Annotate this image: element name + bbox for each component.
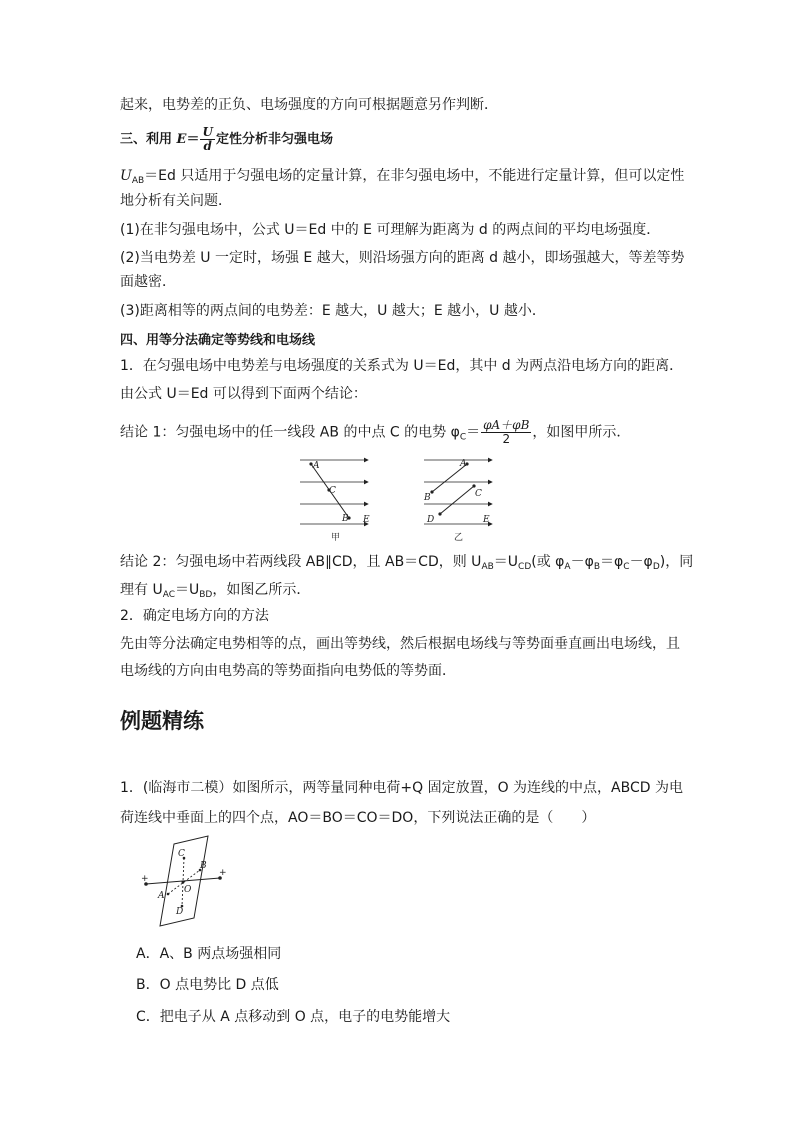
conclusion-1 <box>120 419 630 448</box>
point-B <box>430 490 433 493</box>
question-figure <box>140 832 225 930</box>
list-item: (1)在非匀强电场中，公式 U＝Ed 中的 E 可理解为距离为 d 的两点间的平均电场强度． <box>120 222 661 238</box>
conclusion-text: ，如图乙所示． <box>212 582 311 598</box>
paragraph-text: 1．在匀强电场中电势差与电场强度的关系式为 U＝Ed，其中 d 为两点沿电场方向的距离． <box>120 358 684 374</box>
plus-sign-right: + <box>219 868 227 878</box>
figure-yi <box>420 452 502 544</box>
conclusion-text: －φ <box>570 554 594 570</box>
conclusion-2-cont <box>120 580 310 605</box>
conclusion-text: 理有 U <box>120 582 163 598</box>
label-E: E <box>483 515 490 525</box>
label-C: C <box>329 486 336 496</box>
plus-sign-left: + <box>141 874 149 884</box>
subscript: C <box>459 432 467 443</box>
label-C: C <box>475 489 482 499</box>
fraction-U-over-d <box>200 126 214 153</box>
fraction-phi-average <box>481 419 531 446</box>
point-D <box>438 512 441 515</box>
section-heading-3 <box>120 126 333 153</box>
label-A: A <box>158 891 165 901</box>
subscript: A <box>564 562 571 572</box>
point-O <box>182 881 185 884</box>
equals-sign: ＝ <box>466 424 481 441</box>
caption-jia: 甲 <box>331 533 341 543</box>
conclusion-2 <box>120 552 693 577</box>
paragraph-text: 由公式 U＝Ed 可以得到下面两个结论： <box>120 386 367 402</box>
symbol-E: E <box>176 132 187 147</box>
conclusion-text: ，如图甲所示． <box>532 424 631 441</box>
subscript: B <box>593 562 601 572</box>
question-text: 荷连线中垂面上的四个点，AO＝BO＝CO＝DO，下列说法正确的是（ ） <box>120 810 596 826</box>
conclusion-text: 结论 1：匀强电场中的任一线段 AB 的中点 C 的电势 φ <box>120 424 460 441</box>
equals-sign: ＝ <box>186 132 200 147</box>
heading-text: 定性分析非匀强电场 <box>215 132 333 147</box>
point-C <box>472 484 475 487</box>
heading-text: 三、利用 <box>120 132 177 147</box>
caption-yi: 乙 <box>454 533 464 543</box>
label-E: E <box>363 515 370 525</box>
label-A: A <box>460 459 467 469</box>
point-A <box>167 893 170 896</box>
conclusion-text: －φ <box>629 554 653 570</box>
label-B: B <box>342 514 349 524</box>
label-D: D <box>427 515 435 525</box>
paragraph-text: 2．确定电场方向的方法 <box>120 608 269 624</box>
conclusion-text: 结论 2：匀强电场中若两线段 AB∥CD，且 AB＝CD，则 U <box>120 554 482 570</box>
list-item: 面越密． <box>120 274 176 290</box>
segment-CD <box>440 486 474 514</box>
conclusion-text: ＝U <box>175 582 200 598</box>
label-C: C <box>178 849 185 859</box>
subscript: D <box>652 562 660 572</box>
paragraph-text <box>120 166 684 191</box>
paragraph-text: 先由等分法确定电势相等的点，画出等势线，然后根据电场线与等势面垂直画出电场线，且 <box>120 636 680 652</box>
label-D: D <box>176 907 184 917</box>
subscript: CD <box>518 562 532 572</box>
fraction-numerator: φA＋φB <box>483 418 530 432</box>
label-O: O <box>184 885 192 895</box>
question-text: 1．(临海市二模）如图所示，两等量同种电荷+Q 固定放置，O 为连线的中点，ABCD 为电 <box>120 780 683 796</box>
subscript: AB <box>131 176 145 186</box>
subscript: C <box>623 562 630 572</box>
subscript: BD <box>199 590 213 600</box>
conclusion-text: (或 φ <box>531 554 565 570</box>
label-A: A <box>313 461 320 471</box>
list-item: (2)当电势差 U 一定时，场强 E 越大，则沿场强方向的距离 d 越小，即场强越大，等差等势 <box>120 250 685 266</box>
subscript: AB <box>481 562 494 572</box>
section-heading-4: 四、用等分法确定等势线和电场线 <box>120 333 316 348</box>
paragraph-text: 地分析有关问题． <box>120 193 232 209</box>
paragraph-text: ＝Ed 只适用于匀强电场的定量计算，在非匀强电场中，不能进行定量计算，但可以定性 <box>144 168 685 184</box>
option-C: C．把电子从 A 点移动到 O 点，电子的电势能增大 <box>136 1009 451 1025</box>
option-B: B．O 点电势比 D 点低 <box>136 977 279 993</box>
label-B: B <box>424 493 431 503</box>
fraction-denominator: d <box>203 139 212 153</box>
option-A: A．A、B 两点场强相同 <box>136 946 282 962</box>
paragraph-text: 电场线的方向由电势高的等势面指向电势低的等势面． <box>120 663 456 679</box>
subscript: AC <box>162 590 175 600</box>
conclusion-text: ＝φ <box>600 554 624 570</box>
fraction-numerator: U <box>202 125 213 139</box>
fraction-denominator: 2 <box>502 432 511 446</box>
paragraph-text: 起来，电势差的正负、电场强度的方向可根据题意另作判断． <box>120 97 498 113</box>
list-item: (3)距离相等的两点间的电势差：E 越大，U 越大；E 越小，U 越小． <box>120 303 546 319</box>
figure-jia <box>296 452 378 544</box>
conclusion-text: ＝U <box>493 554 519 570</box>
conclusion-text: )，同 <box>659 554 694 570</box>
section-heading-examples: 例题精练 <box>120 709 204 733</box>
label-B: B <box>200 861 207 871</box>
symbol-U: U <box>120 168 132 184</box>
